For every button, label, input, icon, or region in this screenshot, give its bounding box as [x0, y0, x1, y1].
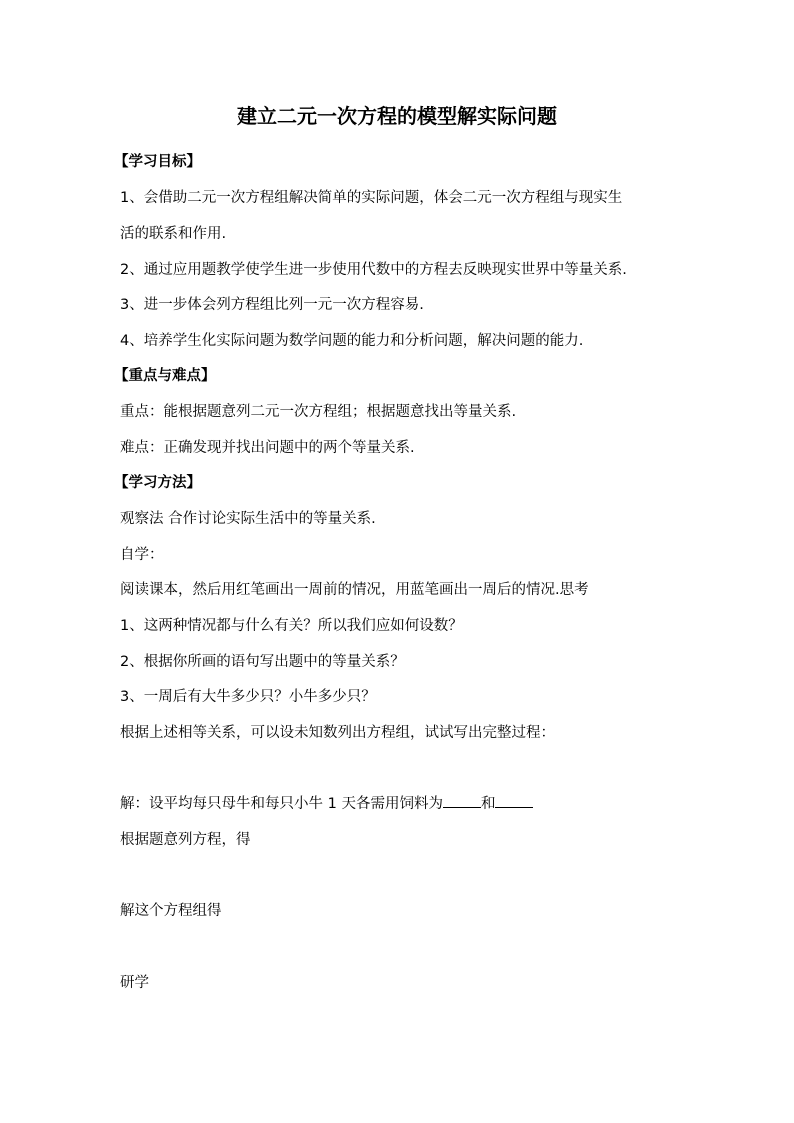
goal-line-3: 2、通过应用题教学使学生进一步使用代数中的方程去反映现实世界中等量关系. — [120, 262, 627, 278]
keypoint-line: 重点：能根据题意列二元一次方程组；根据题意找出等量关系. — [120, 404, 517, 420]
solution-line — [120, 792, 533, 813]
solve-prompt: 解这个方程组得 — [120, 903, 222, 919]
research-label: 研学 — [120, 975, 149, 991]
answer-blank-1[interactable] — [443, 793, 481, 808]
answer-blank-2[interactable] — [495, 793, 533, 808]
question-3: 3、一周后有大牛多少只？小牛多少只？ — [120, 689, 376, 705]
goals-heading: 【学习目标】 — [114, 154, 201, 170]
selfstudy-label: 自学： — [120, 547, 164, 563]
instruction-line: 根据上述相等关系，可以设未知数列出方程组，试试写出完整过程： — [120, 725, 555, 741]
keypoints-heading: 【重点与难点】 — [114, 368, 216, 384]
question-2: 2、根据你所画的语句写出题中的等量关系？ — [120, 654, 405, 670]
goal-line-1: 1、会借助二元一次方程组解决简单的实际问题，体会二元一次方程组与现实生 — [120, 190, 623, 206]
solution-and: 和 — [480, 796, 496, 812]
method-line: 观察法 合作讨论实际生活中的等量关系. — [120, 511, 376, 527]
solution-prefix: 解：设平均每只母牛和每只小牛 1 天各需用饲料为 — [120, 796, 443, 812]
goal-line-2: 活的联系和作用. — [120, 226, 227, 242]
document-title: 建立二元一次方程的模型解实际问题 — [237, 104, 557, 128]
difficulty-line: 难点：正确发现并找出问题中的两个等量关系. — [120, 440, 415, 456]
goal-line-4: 3、进一步体会列方程组比列一元一次方程容易. — [120, 297, 424, 313]
equation-prompt: 根据题意列方程，得 — [120, 832, 251, 848]
goal-line-5: 4、培养学生化实际问题为数学问题的能力和分析问题，解决问题的能力. — [120, 333, 584, 349]
method-heading: 【学习方法】 — [114, 475, 201, 491]
question-1: 1、这两种情况都与什么有关？所以我们应如何设数？ — [120, 618, 463, 634]
reading-line: 阅读课本，然后用红笔画出一周前的情况，用蓝笔画出一周后的情况.思考 — [120, 582, 589, 598]
